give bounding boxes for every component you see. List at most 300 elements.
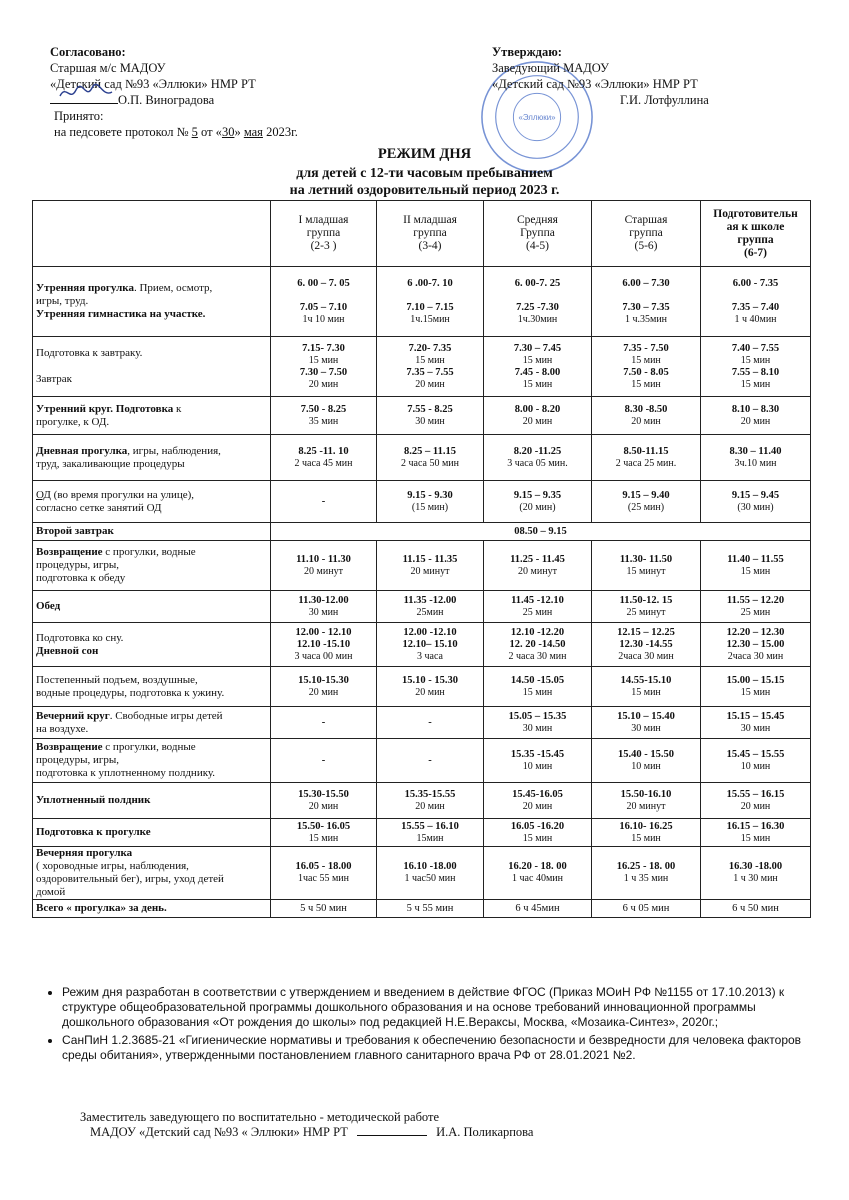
notes-section [40,985,830,1066]
time-range: 12.10 -12.20 [510,626,565,638]
approval-left-signature-name: О.П. Виноградова [118,93,215,107]
time-range: 7.50 - 8.25 [300,403,347,415]
time-cell [701,783,811,819]
activity-cell [33,267,271,337]
time-range: - [321,754,326,766]
time-range: 12.30 -14.55 [619,638,673,650]
time-range: 12.15 – 12.25 [617,626,675,638]
time-cell [592,397,701,435]
approval-left-line2: «Детский сад №93 «Эллюки» НМР РТ [50,77,256,91]
time-range: 9.15 – 9.45 [731,489,780,501]
time-range: 12.20 – 12.30 [726,626,785,638]
duration: 15 мин [740,686,771,698]
activity-text: Второй завтрак [36,525,114,537]
time-range: 15.55 – 16.10 [401,820,459,832]
duration: 1ч.30мин [517,313,558,325]
time-cell [592,900,701,918]
time-cell [377,707,484,739]
activity-text: Подготовка к завтраку. [36,347,143,359]
time-range: 8.25 -11. 10 [298,445,349,457]
duration: 2 часа 25 мин. [615,457,677,469]
time-range: 7.35 – 7.40 [731,301,780,313]
activity-text: . Свободные игры детей [109,709,223,722]
time-range: 12. 20 -14.50 [509,638,566,650]
time-cell [271,541,377,591]
table-row [33,819,811,847]
time-cell [592,739,701,783]
activity-text: ( хороводные игры, наблюдения, [36,860,189,872]
time-range: 16.15 – 16.30 [726,820,785,832]
duration: (20 мин) [519,501,556,513]
time-range: 7.05 – 7.10 [299,301,348,313]
duration: 30 мин [740,722,771,734]
note-item: • СанПиН 1.2.3685-21 «Гигиенические нормативы и требования к обеспечению безопасности и безвредности для человека факторов среды обитания», утвержденными постановлением главного санитарного врача РФ от 28.01.2021 №2. [62,1033,830,1063]
duration: 20 минут [304,565,343,577]
time-cell [592,591,701,623]
duration: 1 ч 35 мин [623,873,669,884]
time-cell [271,847,377,900]
table-row [33,667,811,707]
time-range: 6.00 - 7.35 [732,277,779,289]
activity-text: труд, закаливающие процедуры [36,457,185,470]
time-range: 12.00 -12.10 [403,626,457,638]
time-cell [484,819,592,847]
handwritten-signature-icon [56,82,116,104]
time-range: 7.30 – 7.45 [513,342,562,354]
duration: 15 мин [631,686,661,698]
time-cell [484,623,592,667]
time-cell [484,267,592,337]
time-cell [484,739,592,783]
time-cell [484,481,592,523]
time-cell [377,541,484,591]
time-range: 8.30 – 11.40 [729,445,782,457]
approval-right-title: Утверждаю: [492,45,562,59]
activity-cell [33,435,271,481]
protocol-from: от « [201,125,222,139]
time-cell [484,591,592,623]
time-range: 7.15- 7.30 [302,342,345,354]
time-range: 16.05 - 18.00 [295,861,352,872]
table-row [33,267,811,337]
activity-text: , игры, наблюдения, [127,444,221,457]
duration: 15мин [416,832,444,844]
time-range: 15.10 - 15.30 [402,674,458,686]
table-row [33,541,811,591]
time-range: 7.50 - 8.05 [623,366,669,378]
activity-text: Подготовка к прогулке [36,826,151,838]
activity-text: Утренняя гимнастика на участке. [36,308,206,320]
activity-cell [33,623,271,667]
time-cell [701,819,811,847]
time-cell [701,267,811,337]
activity-cell [33,541,271,591]
activity-text: процедуры, игры, [36,559,120,571]
activity-cell [33,739,271,783]
footer-org [80,1125,533,1140]
time-range: 11.10 - 11.30 [296,553,351,565]
time-cell [701,481,811,523]
activity-cell [33,337,271,397]
duration: 20 мин [415,686,445,698]
activity-text: на воздухе. [36,722,89,735]
activity-text: Дневная прогулка [36,444,128,457]
time-cell [271,739,377,783]
activity-text: Обед [36,600,61,612]
time-cell [592,337,701,397]
activity-cell [33,707,271,739]
time-range: 16.20 - 18. 00 [508,861,567,872]
table-row [33,739,811,783]
time-cell [592,541,701,591]
time-range: 14.55-15.10 [620,674,672,686]
column-header: II младшая группа (3-4) [377,201,484,267]
time-cell [701,900,811,918]
time-cell [271,337,377,397]
column-header: I младшая группа (2-3 ) [271,201,377,267]
activity-text: Подготовка ко сну. [36,631,124,644]
schedule-table [32,200,811,918]
duration: 20 мин [415,378,445,390]
time-cell [271,397,377,435]
time-cell-span: 08.50 – 9.15 [271,523,811,541]
duration: 2часа 30 мин [618,650,674,662]
duration: 15 мин [522,832,553,844]
time-range: - [428,754,432,766]
table-row [33,397,811,435]
duration: 1ч 10 мин [302,313,345,325]
table-row [33,523,811,541]
time-cell [377,739,484,783]
time-cell [701,337,811,397]
duration: 3 часа [417,650,443,662]
time-range: 6 ч 45мин [515,903,560,914]
activity-text: Постепенный подъем, воздушные, [36,673,198,686]
time-range: 12.00 - 12.10 [295,626,352,638]
page-title: РЕЖИМ ДНЯ [377,146,472,162]
time-range: 15.35 -15.45 [510,748,565,760]
duration: 10 мин [740,760,771,772]
table-row [33,337,811,397]
table-row [33,783,811,819]
time-cell [271,819,377,847]
time-cell [377,783,484,819]
activity-text: процедуры, игры, [36,754,120,766]
activity-text: Вечерний круг [36,709,110,722]
activity-text: Дневной сон [36,644,99,657]
duration: 15 мин [308,832,339,844]
time-range: 6 ч 50 мин [732,903,779,914]
time-cell [592,819,701,847]
time-cell [701,541,811,591]
approval-right-line2: «Детский сад №93 «Эллюки» НМР РТ [492,77,698,91]
duration: 10 мин [631,760,661,772]
duration: 30 мин [308,606,339,618]
column-header: Старшая группа (5-6) [592,201,701,267]
time-cell [271,481,377,523]
time-range: 15.10 – 15.40 [617,710,675,722]
duration: 20 минут [518,565,557,577]
activity-cell [33,481,271,523]
time-range: 15.35-15.55 [404,788,456,800]
time-cell [377,397,484,435]
approval-left-block [50,44,298,140]
approval-protocol [50,124,298,140]
time-range: 6. 00-7. 25 [514,277,561,289]
duration: 2 часа 30 мин [508,650,567,662]
time-cell [377,267,484,337]
time-cell [271,623,377,667]
protocol-month: мая [243,125,263,139]
time-cell [592,435,701,481]
duration: 1 час 40мин [512,873,563,884]
stamp-center-text: «Эллюки» [518,112,556,122]
time-range: 9.15 – 9.40 [622,489,670,501]
time-range: 15.50- 16.05 [296,820,351,832]
time-cell [701,397,811,435]
activity-text: водные процедуры, подготовка к ужину. [36,686,225,699]
duration: 25 мин [522,606,553,618]
time-cell [271,435,377,481]
approval-left-title: Согласовано: [50,45,126,59]
activity-cell [33,523,271,541]
time-range: 16.05 -16.20 [510,820,565,832]
time-range: 8.30 -8.50 [624,403,668,415]
activity-text: согласно сетке занятий ОД [36,501,162,514]
time-range: 15.30-15.50 [298,788,349,800]
time-range: 16.10- 16.25 [619,820,673,832]
duration: 20 минут [410,565,450,577]
time-range: 12.10– 15.10 [402,638,458,650]
time-range: 15.50-16.10 [620,788,672,800]
duration: 15 мин [631,378,661,390]
footer-signature [80,1110,533,1140]
time-range: 7.20- 7.35 [408,342,452,354]
activity-cell [33,819,271,847]
time-range: - [321,495,326,507]
time-cell [701,623,811,667]
activity-cell [33,783,271,819]
time-range: 15.45-16.05 [512,788,563,800]
activity-text: Завтрак [36,373,72,385]
time-range: 16.30 -18.00 [728,861,783,872]
duration: 15 мин [740,378,771,390]
footer-signature-line [357,1125,427,1136]
time-range: - [428,716,432,728]
time-range: 7.25 -7.30 [516,301,559,313]
duration: 25 мин [740,606,771,618]
approval-accepted: Принято: [54,109,104,123]
time-cell [592,267,701,337]
header-empty-cell [33,201,271,267]
time-cell [377,623,484,667]
time-range: 7.55 - 8.25 [407,403,453,415]
activity-text: игры, труд. [36,295,89,307]
footer-name: И.А. Поликарпова [436,1125,534,1139]
time-cell [271,591,377,623]
time-cell [701,847,811,900]
time-cell [701,707,811,739]
time-cell [377,337,484,397]
activity-text: Утренняя прогулка [36,282,134,294]
time-range: 7.30 – 7.35 [622,301,670,313]
time-cell [377,481,484,523]
time-range: 7.35 - 7.50 [623,342,669,354]
duration: 15 мин [522,686,553,698]
duration: 3 часа 05 мин. [507,457,568,469]
time-range: 15.00 – 15.15 [726,674,785,686]
duration: 20 мин [740,415,771,427]
table-row [33,623,811,667]
time-range: 15.45 – 15.55 [726,748,785,760]
table-row [33,481,811,523]
time-range: 5 ч 55 мин [406,903,454,914]
time-range: 8.50-11.15 [623,445,669,457]
protocol-day: 30 [221,125,235,139]
time-cell [271,707,377,739]
duration: 1 ч 30 мин [733,873,778,884]
duration: 15 минут [626,565,666,577]
time-range: 6.00 – 7.30 [622,277,670,289]
page-subtitle: для детей с 12-ти часовым пребыванием [296,166,553,181]
approval-left-signature [50,92,298,108]
time-cell [484,783,592,819]
column-header: Подготовительн ая к школе группа (6-7) [701,201,811,267]
duration: 20 мин [415,800,445,812]
activity-cell [33,591,271,623]
time-range: 8.25 – 11.15 [404,445,456,457]
duration: 20 мин [308,686,339,698]
time-range: 15.10-15.30 [298,674,349,686]
time-range: 7.30 – 7.50 [299,366,348,378]
activity-text: Возвращение [36,741,103,753]
time-cell [592,481,701,523]
duration: 30 мин [522,722,553,734]
time-cell [271,783,377,819]
approval-right-block [492,44,709,108]
time-cell [592,667,701,707]
time-cell [592,783,701,819]
time-cell [484,435,592,481]
time-range: 8.20 -11.25 [513,445,562,457]
activity-text: ОД [36,488,51,501]
time-cell [377,435,484,481]
time-range: 7.55 – 8.10 [731,366,780,378]
activity-text: оздоровительный бег), игры, уход детей [36,873,224,885]
activity-text: Уплотненный полдник [36,794,151,806]
duration: 10 мин [522,760,553,772]
time-cell [377,667,484,707]
duration: 30 мин [415,415,445,427]
time-range: 6. 00 – 7. 05 [297,277,350,289]
time-cell [484,707,592,739]
protocol-prefix: на педсовете протокол № [54,125,189,139]
activity-text: прогулке, к ОД. [36,415,110,428]
time-cell [377,819,484,847]
time-range: 11.30-12.00 [298,594,349,606]
time-range: 11.35 -12.00 [403,594,457,606]
duration: 2часа 30 мин [727,650,784,662]
time-range: 5 ч 50 мин [300,903,347,914]
activity-text: Возвращение [36,546,103,558]
activity-text: домой [36,886,66,898]
table-row [33,900,811,918]
column-header: Средняя Группа (4-5) [484,201,592,267]
time-cell [592,707,701,739]
duration: 20 мин [522,415,553,427]
activity-text: с прогулки, водные [102,546,196,558]
time-range: 15.05 – 15.35 [508,710,567,722]
time-range: - [321,716,326,728]
time-cell [701,739,811,783]
signature-line [50,92,118,104]
duration: 15 мин [631,354,661,366]
time-range: 7.40 – 7.55 [731,342,780,354]
duration: 15 мин [631,832,661,844]
table-row [33,707,811,739]
activity-text: подготовка к уплотненному полднику. [36,767,216,779]
time-cell [377,847,484,900]
time-range: 12.30 – 15.00 [726,638,785,650]
duration: 15 мин [522,378,553,390]
time-cell [271,667,377,707]
duration: 1час 55 мин [298,873,349,884]
duration: 20 мин [308,800,339,812]
time-range: 7.45 - 8.00 [514,366,561,378]
duration: 1 ч 40мин [734,313,777,325]
time-cell [484,667,592,707]
duration: 1 час50 мин [404,873,456,884]
time-range: 11.15 - 11.35 [402,553,458,565]
duration: 15 мин [740,832,771,844]
duration: 2 часа 45 мин [294,457,353,469]
duration: 15 мин [522,354,553,366]
time-range: 11.40 – 11.55 [727,553,784,565]
activity-text: (во время прогулки на улице), [50,488,195,501]
time-range: 6 .00-7. 10 [407,277,453,289]
duration: 35 мин [308,415,339,427]
time-range: 11.45 -12.10 [511,594,564,606]
time-range: 14.50 -15.05 [510,674,565,686]
time-cell [484,337,592,397]
approval-left-line1: Старшая м/с МАДОУ [50,61,166,75]
duration: 20 минут [626,800,666,812]
time-range: 11.25 - 11.45 [510,553,565,565]
duration: 25мин [416,606,444,618]
time-range: 12.10 -15.10 [296,638,351,650]
table-row [33,591,811,623]
duration: 1 ч.35мин [624,313,668,325]
time-range: 15.55 – 16.15 [726,788,785,800]
duration: 1ч.15мин [410,313,450,325]
time-cell [271,900,377,918]
protocol-number: 5 [191,125,198,139]
time-range: 11.50-12. 15 [619,594,673,606]
time-range: 11.30- 11.50 [619,553,673,565]
approval-right-line1: Заведующий МАДОУ [492,61,609,75]
activity-text: Утренний круг. Подготовка [36,402,174,415]
time-cell [701,435,811,481]
note-item: • Режим дня разработан в соответствии с утверждением и введением в действие ФГОС (Приказ МОиН РФ №1155 от 17.10.2013) к структуре общеобразовательной программы дошкольного образования и на основе требований инновационной программы дошкольного образования «От рождения до школы» под редакцией Н.Е.Вераксы, Москва, «Мозаика-Синтез», 2020г.; [62,985,830,1030]
time-range: 8.00 - 8.20 [514,403,561,415]
protocol-close: » [234,125,241,139]
time-cell [377,591,484,623]
footer-position: Заместитель заведующего по воспитательно - методической работе [80,1110,440,1124]
duration: 2 часа 50 мин [401,457,459,469]
activity-cell [33,397,271,435]
time-cell [701,591,811,623]
time-cell [592,847,701,900]
